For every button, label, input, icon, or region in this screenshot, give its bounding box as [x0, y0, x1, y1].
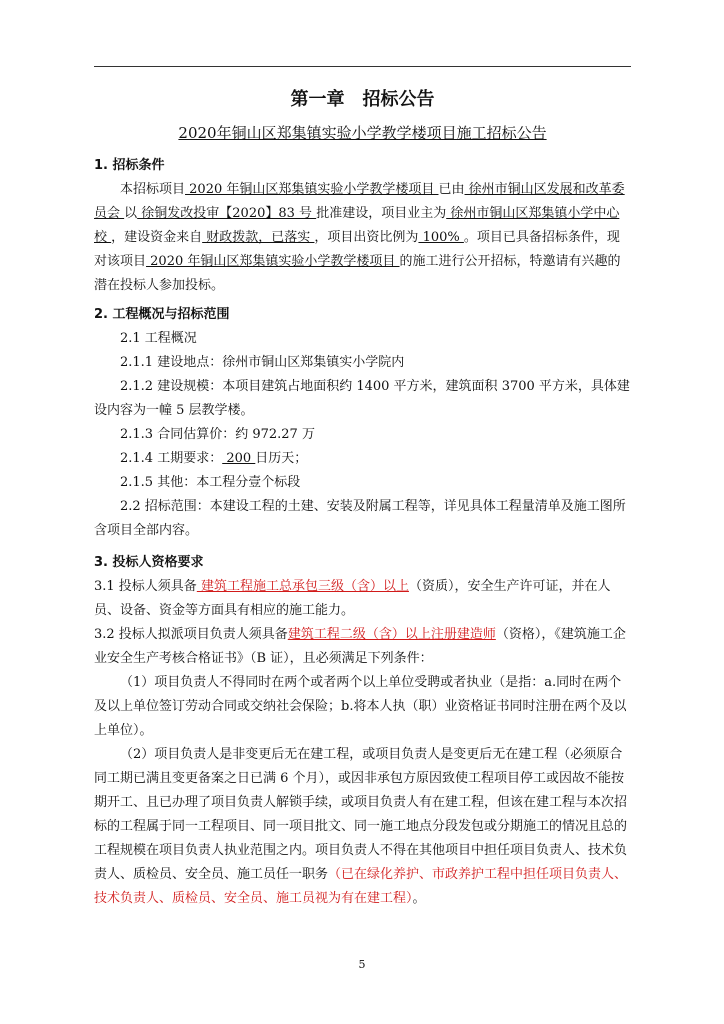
section-3 [94, 551, 631, 911]
s1-text-8: 的施工进行公开招标，特邀请有兴趣的潜在投标人参加投标。 [94, 254, 621, 293]
s2-line-2: 2.1.1 建设地点：徐州市铜山区郑集镇实小学院内 [120, 355, 405, 370]
s2-period-unit: 日历天； [255, 451, 308, 466]
s3-paragraph-4 [94, 743, 631, 911]
s2-line-6: 2.1.5 其他：本工程分壹个标段 [120, 475, 301, 490]
s2-line-4: 2.1.3 合同估算价：约 972.27 万 [120, 427, 315, 442]
section-1-heading: 1. 招标条件 [94, 158, 165, 173]
s2-period-value: 200 [222, 451, 256, 466]
s1-project-name: 2020 年铜山区郑集镇实验小学教学楼项目 [185, 182, 439, 197]
s3-paragraph-2 [94, 623, 631, 671]
s3-manager-qualification: 建筑工程二级（含）以上注册建造师 [287, 627, 496, 642]
s3-paragraph-1 [94, 575, 631, 623]
s3-p1-text-a: 3.1 投标人须具备 [94, 579, 197, 594]
s1-text-4: 批准建设，项目业主为 [316, 206, 447, 221]
section-2 [94, 303, 631, 543]
notice-title [94, 120, 631, 146]
s1-owner: 徐州市铜山区郑集镇小学中心校 [94, 206, 620, 245]
s3-p1-text-c: （资质），安全生产许可证，并在人员、设备、资金等方面具有相应的施工能力。 [94, 579, 611, 618]
s3-paragraph-3: （1）项目负责人不得同时在两个或者两个以上单位受聘或者执业（是指：a.同时在两个及以上单位签订劳动合同或交纳社会保险；b.将本人执（职）业资格证书同时注册在两个及以上单位）。 [94, 675, 627, 738]
section-1 [94, 154, 631, 298]
s2-line-7: 2.2 招标范围：本建设工程的土建、安装及附属工程等，详见具体工程量清单及施工图所含项目全部内容。 [94, 499, 626, 538]
header-rule [94, 66, 631, 67]
section-2-heading: 2. 工程概况与招标范围 [94, 307, 230, 322]
s3-p4-text-a: （2）项目负责人是非变更后无在建工程，或项目负责人是变更后无在建工程（必须原合同工期已满且变更备案之日已满 6 个月），或因非承包方原因致使工程项目停工或因故不能按期开工、且已办理了项目负责人解锁手续，或项目负责人有在建工程，但该在建工程与本次招标的工程属于同一工程项目、同一项目批文、同一施工地点分段发包或分期施工的情况且总的工程规模在项目负责人执业范围之内。项目负责人不得在其他项目中担任项目负责人、技术负责人、质检员、安全员、施工员任一职务 [94, 747, 628, 882]
s2-period-label: 2.1.4 工期要求： [120, 451, 223, 466]
s1-text-1: 本招标项目 [120, 182, 186, 197]
s1-fund: 财政拨款，已落实 [202, 230, 315, 245]
s3-qualification: 建筑工程施工总承包三级（含）以上 [196, 579, 409, 594]
s2-line-1: 2.1 工程概况 [120, 331, 197, 346]
s3-p4-text-c: 。 [412, 891, 426, 906]
s1-ratio: 100% [418, 230, 464, 245]
s1-approver: 徐州市铜山区发展和改革委员会 [94, 182, 625, 221]
s2-line-5 [94, 447, 631, 471]
s1-doc-number: 徐铜发改投审【2020】83 号 [137, 206, 317, 221]
section-1-paragraph [94, 178, 631, 298]
chapter-title: 第一章 招标公告 [290, 89, 435, 110]
s3-p4-red-note: （已在绿化养护、市政养护工程中担任项目负责人、技术负责人、质检员、安全员、施工员视为有在建工程） [94, 867, 628, 906]
s1-project-name-2: 2020 年铜山区郑集镇实验小学教学楼项目 [146, 254, 400, 269]
s1-text-6: ，项目出资比例为 [314, 230, 419, 245]
s3-p2-text-c: （资格），《建筑施工企业安全生产考核合格证书》（B 证），且必须满足下列条件： [94, 627, 626, 666]
s2-line-3: 2.1.2 建设规模：本项目建筑占地面积约 1400 平方米，建筑面积 3700 平方米，具体建设内容为一幢 5 层教学楼。 [94, 379, 630, 418]
s3-p2-text-a: 3.2 投标人拟派项目负责人须具备 [94, 627, 288, 642]
s1-text-7: 。项目已具备招标条件，现对该项目 [94, 230, 620, 269]
s1-text-3: 以 [124, 206, 138, 221]
page-number: 5 [358, 958, 366, 971]
s1-text-2: 已由 [438, 182, 465, 197]
section-3-heading: 3. 投标人资格要求 [94, 555, 204, 570]
notice-title-text: 2020年铜山区郑集镇实验小学教学楼项目施工招标公告 [178, 124, 547, 142]
s1-text-5: ，建设资金来自 [111, 230, 203, 245]
